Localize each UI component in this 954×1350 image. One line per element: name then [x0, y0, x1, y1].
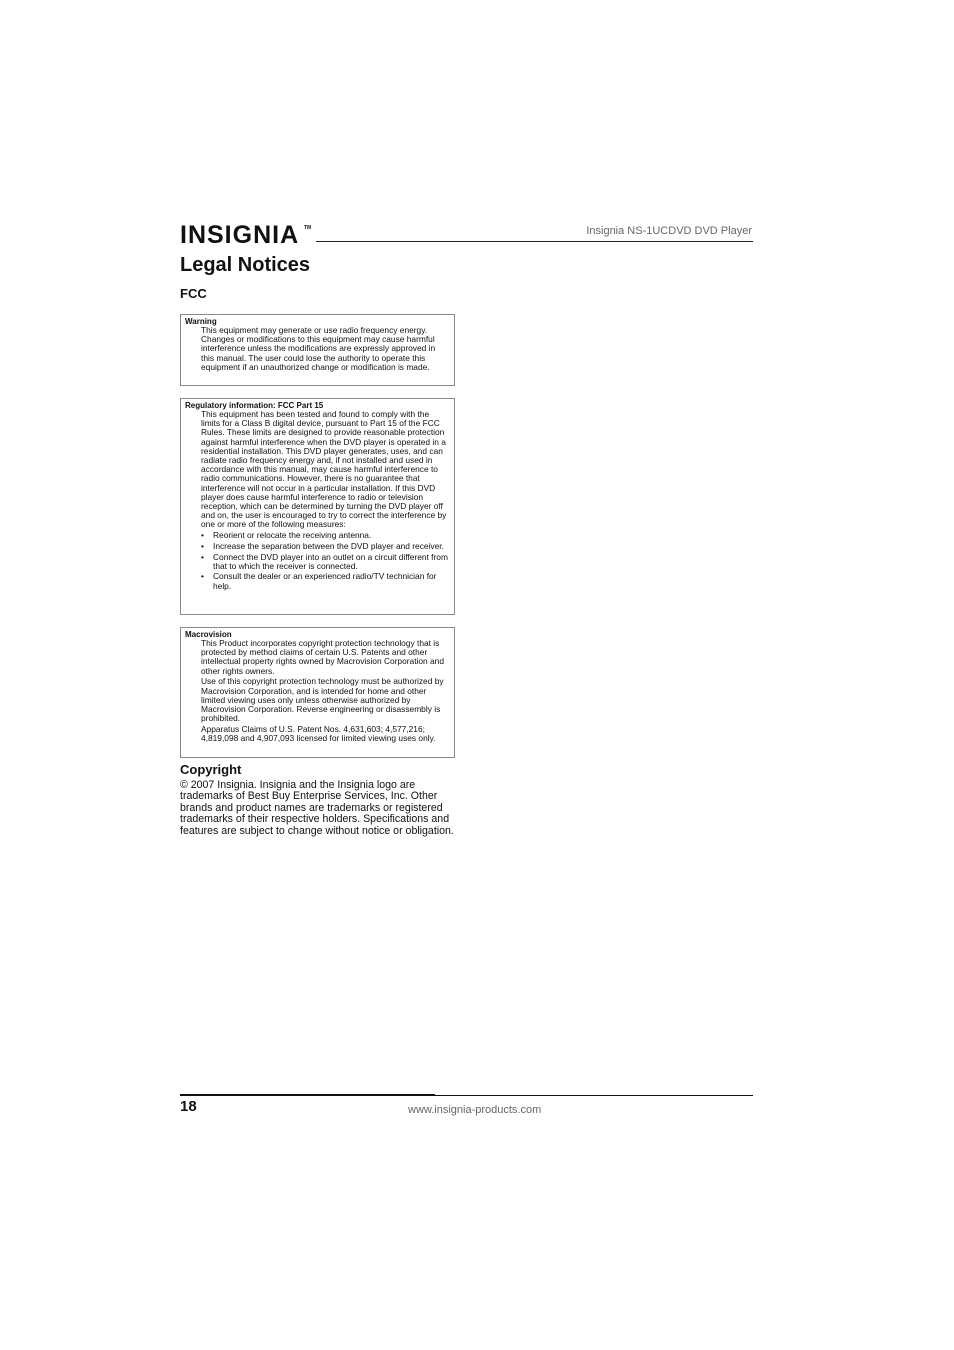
copyright-heading: Copyright [180, 762, 242, 777]
regulatory-box [180, 398, 455, 615]
measures-list [201, 531, 448, 591]
macrovision-paragraph: Use of this copyright protection technology must be authorized by Macrovision Corporation, and is intended for home and other limited viewing uses only unless otherwise authorized by Macrovision Corporation. Reverse engineering or disassembly is prohibited. [201, 676, 444, 724]
list-item: • Reorient or relocate the receiving antenna. [213, 531, 448, 540]
macrovision-body [201, 639, 448, 745]
list-item: • Consult the dealer or an experienced radio/TV technician for help. [213, 572, 448, 590]
regulatory-label: Regulatory information: FCC Part 15 [185, 401, 324, 410]
regulatory-text: This equipment has been tested and found to comply with the limits for a Class B digital device, pursuant to Part 15 of the FCC Rules. These limits are designed to provide reasonable protection against harmful interference when the DVD player is operated in a residential installation. This DVD player generates, uses, and can radiate radio frequency energy and, if not installed and used in accordance with this manual, may cause harmful interference to radio communications. However, there is no guarantee that interference will not occur in a particular installation. If this DVD player does cause harmful interference to radio or television reception, which can be determined by turning the DVD player off and on, the user is encouraged to try to correct the interference by one or more of the following measures: [201, 409, 447, 530]
header-rule [316, 241, 753, 242]
warning-text: This equipment may generate or use radio frequency energy. Changes or modifications to this equipment may cause harmful interference unless the modifications are expressly approved in this manual. The user could lose the authority to operate this equipment if an unauthorized change or modification is made. [201, 325, 436, 372]
macrovision-paragraph: Apparatus Claims of U.S. Patent Nos. 4,631,603; 4,577,216; 4,819,098 and 4,907,093 licensed for limited viewing uses only. [201, 723, 436, 744]
copyright-text: © 2007 Insignia. Insignia and the Insignia logo are trademarks of Best Buy Enterprise Services, Inc. Other brands and product names are trademarks or registered trademarks of their respective holders. Specifications and features are subject to change without notice or obligation. [180, 779, 454, 837]
page-number: 18 [180, 1098, 197, 1115]
page-title: Legal Notices [180, 254, 311, 276]
list-item: • Increase the separation between the DVD player and receiver. [213, 542, 448, 551]
footer-url: www.insignia-products.com [408, 1104, 542, 1116]
macrovision-paragraph: This Product incorporates copyright protection technology that is protected by method claims of certain U.S. Patents and other intellectual property rights owned by Macrovision Corporation and other rights owners. [201, 638, 445, 676]
header-product-title: Insignia NS-1UCDVD DVD Player [586, 225, 752, 237]
warning-body [201, 326, 448, 374]
list-item: • Connect the DVD player into an outlet on a circuit different from that to which the receiver is connected. [213, 553, 448, 571]
warning-box [180, 314, 455, 386]
macrovision-box [180, 627, 455, 758]
macrovision-label: Macrovision [185, 630, 232, 639]
footer-rule-thick [180, 1094, 435, 1096]
insignia-logo [180, 219, 308, 251]
footer-rule [435, 1095, 753, 1096]
logo-trademark: TM [304, 225, 312, 231]
fcc-heading: FCC [180, 286, 207, 301]
logo-wordmark: INSIGNIA [180, 221, 300, 249]
regulatory-body [201, 410, 448, 592]
warning-label: Warning [185, 317, 217, 326]
